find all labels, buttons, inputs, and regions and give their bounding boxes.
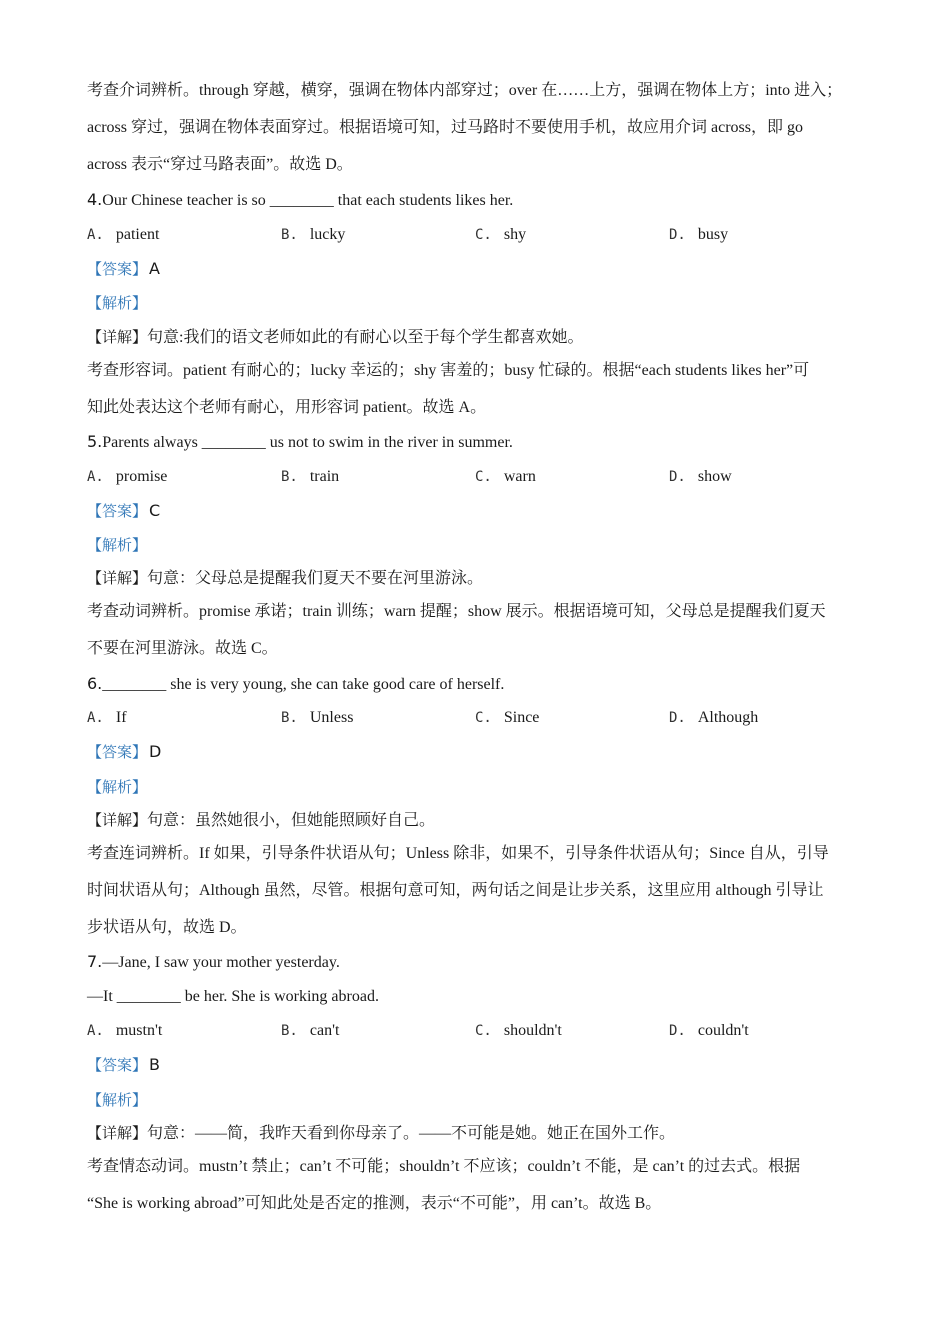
option-a: A. promise (87, 468, 168, 485)
analysis-tag: 【解析】 (87, 536, 148, 554)
detail-line: 【详解】句意：——简，我昨天看到你母亲了。——不可能是她。她正在国外工作。 (87, 1124, 676, 1142)
question-7-options (87, 1021, 877, 1041)
question-number: 6. (87, 674, 103, 693)
option-d: D. show (669, 468, 732, 485)
question-5-options (87, 467, 877, 487)
analysis-tag: 【解析】 (87, 778, 148, 796)
option-d: D. busy (669, 226, 729, 243)
option-b: B. can't (281, 1022, 340, 1039)
analysis-line (87, 777, 877, 798)
analysis-line (87, 293, 877, 314)
option-a: A. If (87, 709, 127, 726)
explanation-line: 考查形容词。patient 有耐心的；lucky 幸运的；shy 害羞的；busy 忙碌的。根据“each students likes her”可 (87, 362, 810, 379)
option-d: D. Although (669, 709, 759, 726)
question-number: 7. (87, 952, 103, 971)
answer-tag: 【答案】 (87, 502, 148, 520)
detail-tag: 【详解】 (87, 569, 148, 587)
question-7-stem-line-2: —It ________ be her. She is working abroad. (87, 988, 379, 1005)
answer-line (87, 1055, 877, 1076)
explanation-line: “She is working abroad”可知此处是否定的推测，表示“不可能”，用 can’t。故选 B。 (87, 1195, 662, 1212)
detail-line: 【详解】句意：父母总是提醒我们夏天不要在河里游泳。 (87, 569, 484, 587)
option-c: C. shy (475, 226, 527, 243)
option-c: C. shouldn't (475, 1022, 562, 1039)
option-c: C. Since (475, 709, 540, 726)
question-5-stem: 5.Parents always ________ us not to swim in the river in summer. (87, 432, 513, 451)
answer-line (87, 742, 877, 763)
question-4-stem: 4.Our Chinese teacher is so ________ that each students likes her. (87, 190, 514, 209)
answer-tag: 【答案】 (87, 1056, 148, 1074)
option-b: B. Unless (281, 709, 354, 726)
question-number: 5. (87, 432, 103, 451)
answer-line (87, 501, 877, 522)
question-6-options (87, 708, 877, 728)
analysis-line (87, 535, 877, 556)
analysis-tag: 【解析】 (87, 294, 148, 312)
option-c: C. warn (475, 468, 536, 485)
answer-line (87, 259, 877, 280)
option-a: A. mustn't (87, 1022, 163, 1039)
explanation-line: 考查连词辨析。If 如果，引导条件状语从句；Unless 除非，如果不，引导条件状语从句；Since 自从，引导 (87, 845, 829, 862)
top-paragraph-line: across 表示“穿过马路表面”。故选 D。 (87, 156, 353, 173)
detail-line: 【详解】句意：虽然她很小，但她能照顾好自己。 (87, 811, 436, 829)
analysis-tag: 【解析】 (87, 1091, 148, 1109)
answer-value: C (149, 501, 161, 520)
option-a: A. patient (87, 226, 160, 243)
explanation-line: 考查情态动词。mustn’t 禁止；can’t 不可能；shouldn’t 不应该；couldn’t 不能，是 can’t 的过去式。根据 (87, 1158, 801, 1175)
option-b: B. train (281, 468, 340, 485)
answer-tag: 【答案】 (87, 743, 148, 761)
question-7-stem: 7.—Jane, I saw your mother yesterday. (87, 952, 340, 971)
detail-tag: 【详解】 (87, 811, 148, 829)
option-d: D. couldn't (669, 1022, 749, 1039)
answer-value: B (149, 1055, 160, 1074)
top-paragraph-line: across 穿过，强调在物体表面穿过。根据语境可知，过马路时不要使用手机，故应用介词 across，即 go (87, 119, 803, 136)
explanation-line: 步状语从句，故选 D。 (87, 919, 247, 936)
question-6-stem: 6.________ she is very young, she can take good care of herself. (87, 674, 505, 693)
top-paragraph-line: 考查介词辨析。through 穿越，横穿，强调在物体内部穿过；over 在……上方，强调在物体上方；into 进入； (87, 82, 843, 99)
analysis-line (87, 1090, 877, 1111)
detail-line: 【详解】句意:我们的语文老师如此的有耐心以至于每个学生都喜欢她。 (87, 328, 584, 346)
question-4-options (87, 225, 877, 245)
detail-tag: 【详解】 (87, 328, 148, 346)
explanation-line: 考查动词辨析。promise 承诺；train 训练；warn 提醒；show 展示。根据语境可知，父母总是提醒我们夏天 (87, 603, 826, 620)
answer-value: A (149, 259, 160, 278)
explanation-line: 不要在河里游泳。故选 C。 (87, 640, 278, 657)
question-number: 4. (87, 190, 103, 209)
answer-value: D (149, 742, 162, 761)
answer-tag: 【答案】 (87, 260, 148, 278)
detail-tag: 【详解】 (87, 1124, 148, 1142)
explanation-line: 知此处表达这个老师有耐心，用形容词 patient。故选 A。 (87, 399, 487, 416)
option-b: B. lucky (281, 226, 346, 243)
explanation-line: 时间状语从句；Although 虽然，尽管。根据句意可知，两句话之间是让步关系，这里应用 although 引导让 (87, 882, 824, 899)
